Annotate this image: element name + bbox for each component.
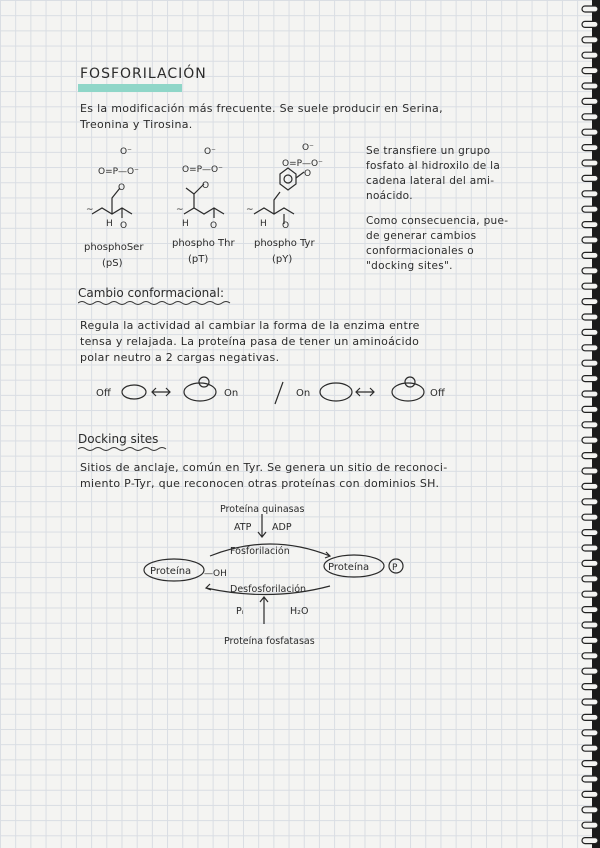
conf-line: tensa y relajada. La proteína pasa de tener un aminoácido: [80, 335, 420, 348]
side-note-2: [366, 214, 536, 274]
spiral-ring: [582, 545, 598, 551]
spiral-ring: [582, 237, 598, 243]
spiral-ring: [582, 345, 598, 351]
conformational-text: [80, 318, 540, 366]
dephosphorylation-label: Desfosforilación: [230, 584, 307, 595]
svg-text:H: H: [260, 219, 267, 229]
svg-text:O: O: [210, 221, 218, 231]
intro-line-2: Treonina y Tirosina.: [80, 118, 193, 131]
svg-text:O: O: [304, 169, 312, 179]
spiral-binding: [578, 0, 600, 848]
spiral-ring: [582, 376, 598, 382]
spiral-ring: [582, 37, 598, 43]
intro-line-1: Es la modificación más frecuente. Se suele producir en Serina,: [80, 102, 443, 115]
docking-text: [80, 460, 540, 492]
svg-text:O=P—O⁻: O=P—O⁻: [282, 159, 323, 169]
spiral-ring: [582, 730, 598, 736]
svg-text:O: O: [120, 221, 128, 231]
svg-text:~: ~: [86, 205, 94, 215]
side-note-line: Se transfiere un grupo: [366, 145, 491, 157]
pser-abbr: (pS): [102, 258, 123, 269]
spiral-ring: [582, 160, 598, 166]
phosphatases-label: Proteína fosfatasas: [224, 636, 315, 647]
spiral-ring: [582, 206, 598, 212]
svg-text:O: O: [282, 221, 290, 231]
label-on-2: On: [296, 388, 311, 399]
spiral-ring: [582, 807, 598, 813]
title-highlight: [78, 84, 182, 92]
spiral-ring: [582, 499, 598, 505]
spiral-ring: [582, 745, 598, 751]
svg-text:O: O: [118, 183, 126, 193]
spiral-ring: [582, 222, 598, 228]
spiral-ring: [582, 453, 598, 459]
conformational-heading: Cambio conformacional:: [78, 286, 225, 300]
spiral-ring: [582, 761, 598, 767]
spiral-ring: [582, 252, 598, 258]
spiral-ring: [582, 391, 598, 397]
spiral-ring: [582, 622, 598, 628]
side-note-line: de generar cambios: [366, 230, 477, 242]
svg-text:H: H: [106, 219, 113, 229]
docking-line: miento P-Tyr, que reconocen otras proteínas con dominios SH.: [80, 477, 440, 490]
spiral-ring: [582, 145, 598, 151]
spiral-ring: [582, 175, 598, 181]
conformation-switch-diagram: [90, 374, 470, 414]
svg-text:~: ~: [246, 205, 254, 215]
intro-text: [80, 101, 530, 133]
atp-label: ATP: [234, 522, 252, 533]
spiral-ring: [582, 6, 598, 12]
label-off-2: Off: [430, 388, 445, 399]
spiral-ring: [582, 299, 598, 305]
spiral-ring: [582, 776, 598, 782]
svg-text:O=P—O⁻: O=P—O⁻: [98, 167, 139, 177]
spiral-ring: [582, 191, 598, 197]
spiral-ring: [582, 822, 598, 828]
phosphate-p: P: [392, 563, 398, 573]
label-on-1: On: [224, 388, 239, 399]
phosphorylation-cycle-diagram: [140, 498, 430, 658]
page-title: FOSFORILACIÓN: [80, 66, 207, 82]
spiral-ring: [582, 668, 598, 674]
svg-text:~: ~: [176, 205, 184, 215]
spiral-ring: [582, 329, 598, 335]
spiral-ring: [582, 483, 598, 489]
side-note-1: [366, 144, 536, 204]
svg-text:H: H: [182, 219, 189, 229]
spiral-ring: [582, 98, 598, 104]
pi-label: Pᵢ: [236, 606, 244, 617]
phospho-amino-acids-diagram: [78, 142, 368, 272]
spiral-ring: [582, 699, 598, 705]
oh-label: —OH: [204, 569, 227, 579]
ptyr-name: phospho Tyr: [254, 238, 315, 249]
spiral-ring: [582, 129, 598, 135]
protein-right: Proteína: [328, 562, 370, 573]
svg-text:O⁻: O⁻: [120, 147, 132, 157]
heading-underline-wavy: [78, 300, 238, 306]
spiral-ring: [582, 514, 598, 520]
heading-underline-wavy: [78, 446, 174, 452]
spiral-ring: [582, 591, 598, 597]
side-note-line: conformacionales o: [366, 245, 474, 257]
spiral-ring: [582, 68, 598, 74]
pthr-name: phospho Thr: [172, 238, 235, 249]
spiral-ring: [582, 52, 598, 58]
pthr-abbr: (pT): [188, 254, 209, 265]
conf-line: Regula la actividad al cambiar la forma de la enzima entre: [80, 319, 420, 332]
conf-line: polar neutro a 2 cargas negativas.: [80, 351, 280, 364]
spiral-ring: [582, 83, 598, 89]
docking-line: Sitios de anclaje, común en Tyr. Se genera un sitio de reconoci-: [80, 461, 448, 474]
svg-text:O⁻: O⁻: [302, 143, 314, 153]
spiral-ring: [582, 437, 598, 443]
spiral-ring: [582, 637, 598, 643]
side-note-line: noácido.: [366, 190, 413, 202]
spiral-ring: [582, 714, 598, 720]
spiral-ring: [582, 684, 598, 690]
spiral-ring: [582, 791, 598, 797]
spiral-ring: [582, 283, 598, 289]
ptyr-abbr: (pY): [272, 254, 293, 265]
spiral-ring: [582, 607, 598, 613]
spiral-ring: [582, 114, 598, 120]
spiral-ring: [582, 422, 598, 428]
spiral-ring: [582, 576, 598, 582]
pser-name: phosphoSer: [84, 242, 144, 253]
protein-left: Proteína: [150, 566, 192, 577]
adp-label: ADP: [272, 522, 292, 533]
docking-heading: Docking sites: [78, 432, 159, 446]
spiral-ring: [582, 653, 598, 659]
svg-text:O: O: [202, 181, 210, 191]
phosphorylation-label: Fosforilación: [230, 546, 290, 557]
h2o-label: H₂O: [290, 606, 309, 617]
spiral-ring: [582, 360, 598, 366]
spiral-ring: [582, 314, 598, 320]
spiral-ring: [582, 468, 598, 474]
kinases-label: Proteína quinasas: [220, 504, 305, 515]
spiral-ring: [582, 406, 598, 412]
spiral-ring: [582, 268, 598, 274]
side-note-line: cadena lateral del ami-: [366, 175, 495, 187]
spiral-ring: [582, 21, 598, 27]
side-note-line: "docking sites".: [366, 260, 453, 272]
svg-text:O=P—O⁻: O=P—O⁻: [182, 165, 223, 175]
spiral-ring: [582, 530, 598, 536]
spiral-ring: [582, 560, 598, 566]
side-note-line: Como consecuencia, pue-: [366, 215, 509, 227]
spiral-ring: [582, 838, 598, 844]
svg-text:O⁻: O⁻: [204, 147, 216, 157]
label-off-1: Off: [96, 388, 111, 399]
side-note-line: fosfato al hidroxilo de la: [366, 160, 501, 172]
